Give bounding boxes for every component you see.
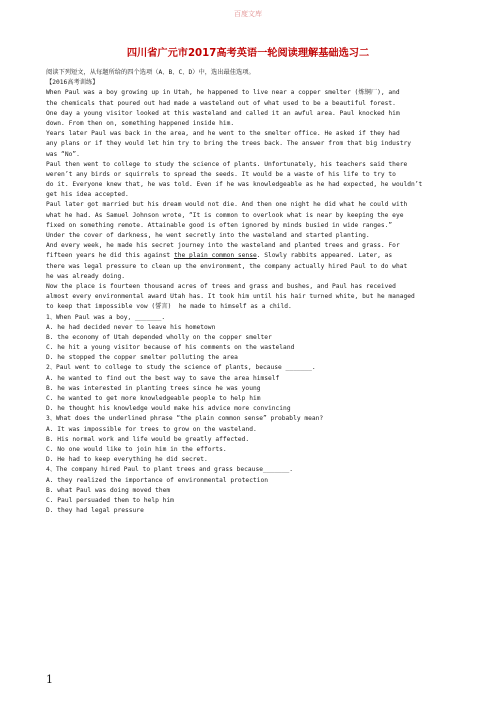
text-line bbox=[46, 323, 451, 333]
text-line bbox=[46, 465, 451, 475]
text-line bbox=[46, 302, 451, 312]
text-line bbox=[46, 435, 451, 445]
line-text: 【2016高考训练】 bbox=[46, 79, 99, 87]
line-text: D. he stopped the copper smelter polluting the area bbox=[46, 354, 238, 362]
text-line bbox=[46, 231, 451, 241]
line-text: the chemicals that poured out had made a wasteland out of what used to be a beautiful forest. bbox=[46, 99, 396, 107]
text-line bbox=[46, 119, 451, 129]
text-line bbox=[46, 211, 451, 221]
text-line bbox=[46, 414, 451, 424]
line-text: C. he wanted to get more knowledgeable people to help him bbox=[46, 395, 261, 402]
text-line bbox=[46, 68, 451, 78]
line-text: fifteen years he did this against bbox=[46, 252, 174, 260]
text-line bbox=[46, 496, 451, 506]
text-line bbox=[46, 150, 451, 160]
line-text: any plans or if they would let him try to bring the trees back. The answer from that big industry bbox=[46, 140, 411, 148]
line-text: B. what Paul was doing moved them bbox=[46, 486, 171, 494]
text-line bbox=[46, 374, 451, 384]
line-text: 4、The company hired Paul to plant trees and grass because_______. bbox=[46, 466, 294, 474]
text-line bbox=[46, 486, 451, 496]
text-line bbox=[46, 262, 451, 272]
text-line bbox=[46, 292, 451, 302]
line-text: A. he had decided never to leave his hometown bbox=[46, 323, 216, 331]
line-text: C. he hit a young visitor because of his comments on the wasteland bbox=[46, 344, 295, 352]
line-text: One day a young visitor looked at this wasteland and called it an awful area. Paul knocked him bbox=[46, 109, 400, 117]
line-text: B. the economy of Utah depended wholly on the copper smelter bbox=[46, 333, 272, 341]
line-text: And every week, he made his secret journey into the wasteland and planted trees and grass. For bbox=[46, 242, 400, 250]
underlined-phrase: the plain common sense bbox=[173, 252, 257, 260]
line-text: fixed on something remote. Attainable good is often ignored by minds busied in wide ranges.” bbox=[46, 221, 393, 229]
text-line bbox=[46, 384, 451, 394]
text-line bbox=[46, 455, 451, 465]
text-line bbox=[46, 109, 451, 119]
line-text: weren’t any birds or squirrels to spread the seeds. It would be a waste of his life to try to bbox=[46, 170, 396, 178]
line-text: When Paul was a boy growing up in Utah, he happened to live near a copper smelter (炼铜厂), and bbox=[46, 89, 400, 97]
line-text: C. Paul persuaded them to help him bbox=[46, 496, 174, 504]
line-text: D. he thought his knowledge would make his advice more convincing bbox=[46, 405, 291, 413]
text-line bbox=[46, 404, 451, 414]
line-text: A. he wanted to find out the best way to save the area himself bbox=[46, 374, 280, 382]
line-text: 2、Paul went to college to study the science of plants, because _______. bbox=[46, 364, 316, 372]
line-text: Paul later got married but his dream would not die. And then one night he did what he could with bbox=[46, 201, 408, 209]
text-line bbox=[46, 190, 451, 200]
text-line bbox=[46, 282, 451, 292]
line-text: A. It was impossible for trees to grow on the wasteland. bbox=[46, 425, 257, 433]
line-text: 3、What does the underlined phrase “the plain common sense” probably mean? bbox=[46, 415, 324, 423]
line-text: was “No”. bbox=[46, 150, 80, 158]
line-text: Under the cover of darkness, he went secretly into the wasteland and started planting. bbox=[46, 232, 370, 239]
text-line bbox=[46, 241, 451, 251]
text-line bbox=[46, 394, 451, 404]
line-text: down. From then on, something happened inside him. bbox=[46, 119, 235, 127]
line-text: A. they realized the importance of environmental protection bbox=[46, 476, 269, 484]
line-text: get his idea accepted. bbox=[46, 191, 129, 199]
line-text: there was legal pressure to clean up the environment, the company actually hired Paul to do what bbox=[46, 262, 408, 270]
text-line bbox=[46, 78, 451, 88]
line-text: what he had. As Samuel Johnson wrote, “It is common to overlook what is near by keeping the eye bbox=[46, 211, 404, 219]
line-text: 阅读下列短文，从每题所给的四个选项（A、B、C、D）中，选出最佳选项。 bbox=[46, 69, 255, 76]
text-line bbox=[46, 425, 451, 435]
line-text: B. His normal work and life would be greatly affected. bbox=[46, 435, 250, 443]
line-text: Years later Paul was back in the area, and he went to the smelter office. He asked if they had bbox=[46, 130, 400, 138]
page-number: 1 bbox=[46, 673, 53, 686]
document-body bbox=[46, 68, 451, 516]
text-line bbox=[46, 445, 451, 455]
line-text: D. they had legal pressure bbox=[46, 507, 144, 515]
text-line bbox=[46, 170, 451, 180]
page-title: 四川省广元市2017高考英语一轮阅读理解基础选习二 bbox=[126, 48, 370, 59]
line-text: do it. Everyone knew that, he was told. Even if he was knowledgeable as he had expected, he wouldn’t bbox=[46, 181, 423, 189]
line-text: Paul then went to college to study the science of plants. Unfortunately, his teachers said there bbox=[46, 160, 408, 168]
text-line bbox=[46, 353, 451, 363]
line-text: 1、When Paul was a boy, _______. bbox=[46, 313, 166, 321]
line-text: C. No one would like to join him in the efforts. bbox=[46, 445, 227, 453]
line-text: Now the place is fourteen thousand acres of trees and grass and bushes, and Paul has received bbox=[46, 282, 396, 290]
text-line bbox=[46, 88, 451, 98]
text-line bbox=[46, 160, 451, 170]
text-line bbox=[46, 200, 451, 210]
text-line bbox=[46, 506, 451, 516]
text-line bbox=[46, 476, 451, 486]
line-text: B. he was interested in planting trees since he was young bbox=[46, 384, 261, 392]
line-text: he was already doing. bbox=[46, 272, 126, 280]
text-line bbox=[46, 251, 451, 261]
text-line bbox=[46, 363, 451, 373]
text-line bbox=[46, 313, 451, 323]
text-line bbox=[46, 99, 451, 109]
text-line bbox=[46, 343, 451, 353]
line-text-continued: . Slowly rabbits appeared. Later, as bbox=[256, 252, 393, 260]
watermark: 百度文库 bbox=[234, 10, 262, 18]
text-line bbox=[46, 139, 451, 149]
text-line bbox=[46, 180, 451, 190]
line-text: to keep that impossible vow (誓言) he made to himself as a child. bbox=[46, 303, 292, 311]
text-line bbox=[46, 129, 451, 139]
text-line bbox=[46, 333, 451, 343]
text-line bbox=[46, 272, 451, 282]
line-text: D. He had to keep everything he did secret. bbox=[46, 456, 208, 464]
line-text: almost every environmental award Utah has. It took him until his hair turned white, but he managed bbox=[46, 293, 415, 301]
text-line bbox=[46, 221, 451, 231]
